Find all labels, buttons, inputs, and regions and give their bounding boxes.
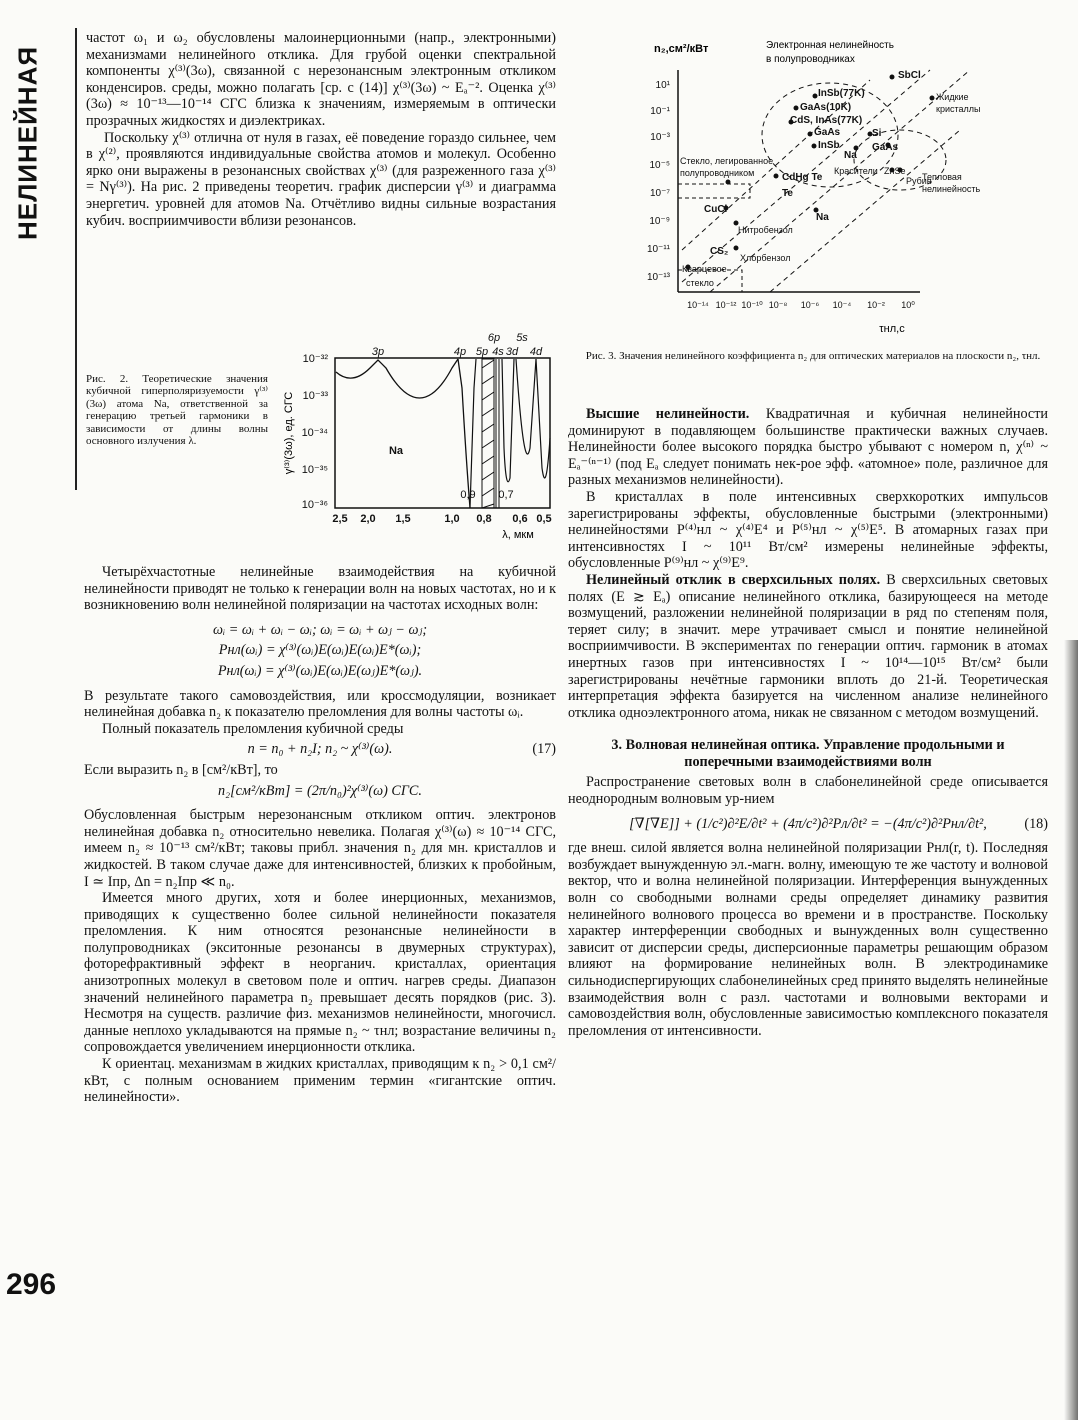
equation-number: (18) xyxy=(1024,815,1048,832)
point-label: CdS, InAs(77K) xyxy=(790,115,863,126)
formula-18 xyxy=(568,816,1048,833)
formula: Pнл(ωᵢ) = χ⁽³⁾(ωᵢ)E(ωᵢ)E(ωᵢ)E*(ωᵢ); xyxy=(218,642,422,659)
formula: ωᵢ = ωᵢ + ωᵢ − ωᵢ; ωᵢ = ωᵢ + ωⱼ − ωⱼ; xyxy=(212,621,428,638)
inner-label: 0,9 xyxy=(460,489,476,501)
paragraph: Четырёхчастотные нелинейные взаимодействия на кубичной нелинейности приводят не только к генерации волн на новых частотах, но и к возникновению волн нелинейной поляризации на частотах исходных волн: xyxy=(84,564,556,614)
run-in-heading: Высшие нелинейности. xyxy=(586,406,750,422)
figure-2-chart xyxy=(280,328,556,542)
point-label: Стекло, легированное xyxy=(680,156,774,166)
paragraph: Поскольку χ⁽³⁾ отлична от нуля в газах, её поведение гораздо сильнее, чем в χ⁽²⁾, проявляются индивидуальные свойства атомов и молекул. Особенно ярко они выражены в резонансных свойствах χ⁽³⁾ (для разреженного газа χ⁽³⁾ = Nγ⁽³⁾). На рис. 2 приведены теоретич. график дисперсии γ⁽³⁾ и диаграмма энергетич. уровней для атомов Na. Отчётливо видны сильные возрастания кубич. восприимчивости вблизи резонансов. xyxy=(86,129,556,229)
x-tick: 10⁻¹² xyxy=(715,300,737,310)
page-edge-shadow xyxy=(1064,640,1078,1420)
point-label: GaAs(10K) xyxy=(800,102,852,113)
y-tick: 10⁻³⁵ xyxy=(301,464,328,476)
point-label: CdHg Te xyxy=(782,172,823,183)
x-tick: 1,5 xyxy=(395,513,411,525)
paragraph: В кристаллах в поле интенсивных сверхкоротких импульсов зарегистрированы эффекты, обусловленные быстрыми (электронными) нелинейностями P⁽⁴⁾нл ~ χ⁽⁴⁾E⁴ и P⁽⁵⁾нл ~ χ⁽⁵⁾E⁵. В атомарных газах при интенсивностях I ~ 10¹¹ Вт/см² измерены нелинейные эффекты, обусловленные P⁽⁹⁾нл ~ χ⁽⁹⁾E⁹. xyxy=(568,488,1048,572)
figure-2-caption: Рис. 2. Теоретические значения кубичной гиперполяризуемости γ⁽³⁾(3ω) атома Na, ответственной за генерацию третьей гармоники в зависимости от длины волны основного излучения λ. xyxy=(86,373,268,448)
spine-title: НЕЛИНЕЙНАЯ xyxy=(12,45,43,241)
y-tick: 10⁻¹ xyxy=(650,106,670,117)
paragraph: Распространение световых волн в слабонелинейной среде описывается неоднородным волновым ур-нием xyxy=(568,774,1048,808)
left-column-top xyxy=(86,30,556,229)
level-label: 6p xyxy=(487,332,501,344)
formula-body: [∇[∇E]] + (1/c²)∂²E/∂t² + (4π/c²)∂²Pл/∂t² = −(4π/c²)∂²Pнл/∂t², xyxy=(629,815,987,832)
x-tick: 10⁻⁸ xyxy=(768,300,788,310)
level-label: 4d xyxy=(529,346,543,358)
point-label: Na xyxy=(844,150,857,161)
level-label: 3d xyxy=(505,346,519,358)
x-tick: 0,6 xyxy=(512,513,528,525)
inner-label: 0,7 xyxy=(498,489,514,501)
formula: n₂[см²/кВт] = (2π/n₀)²χ⁽³⁾(ω) СГС. xyxy=(218,782,422,799)
x-axis-label: τнл,с xyxy=(879,323,905,335)
paragraph: К ориентац. механизмам в жидких кристаллах, приводящим к n₂ > 0,1 см²/кВт, с полным основанием применим термин «гигантские оптич. нелинейности». xyxy=(84,1056,556,1106)
point-label: Красители xyxy=(834,166,878,176)
point-label: InSb xyxy=(818,140,840,151)
y-tick: 10⁻¹¹ xyxy=(646,244,670,255)
point-label: Кварцевое xyxy=(682,264,727,274)
y-tick: 10⁻⁵ xyxy=(649,160,670,171)
x-tick: 10⁻⁴ xyxy=(832,300,852,310)
y-tick: 10¹ xyxy=(655,80,670,91)
point-label: кристаллы xyxy=(936,104,981,114)
point-label: Тепловая xyxy=(922,172,962,182)
y-tick: 10⁻³³ xyxy=(302,390,328,402)
point-label: Na xyxy=(816,212,829,223)
x-tick: 10⁻¹⁰ xyxy=(741,300,763,310)
point-label: нелинейность xyxy=(922,184,981,194)
element-label: Na xyxy=(388,445,404,457)
x-tick: 1,0 xyxy=(444,513,460,525)
x-axis-label: λ, мкм xyxy=(502,529,534,541)
point-label: GaAs xyxy=(814,127,841,138)
x-tick: 10⁻² xyxy=(867,300,885,310)
paragraph: Если выразить n₂ в [см²/кВт], то xyxy=(84,761,278,778)
y-tick: 10⁻¹³ xyxy=(646,272,670,283)
paragraph: Полный показатель преломления кубичной среды xyxy=(102,720,404,737)
spine-heading xyxy=(8,28,48,258)
x-tick: 10⁻¹⁴ xyxy=(687,300,709,310)
x-tick: 10⁻⁶ xyxy=(800,300,820,310)
x-tick: 10⁰ xyxy=(901,300,915,310)
figure-3-chart xyxy=(630,30,1050,346)
y-tick: 10⁻⁷ xyxy=(649,188,670,199)
x-tick: 0,5 xyxy=(536,513,552,525)
point-label: CuCl xyxy=(704,204,728,215)
level-label: 5s xyxy=(516,332,528,344)
y-tick: 10⁻³⁶ xyxy=(301,499,328,511)
y-axis-label: n₂,см²/кВт xyxy=(654,43,709,55)
chart-title-line2: в полупроводниках xyxy=(766,54,855,65)
point-label: Жидкие xyxy=(936,92,969,102)
point-label: Хлорбензол xyxy=(740,253,791,263)
point-label: CS₂ xyxy=(710,246,729,257)
paragraph: Имеется много других, хотя и более инерционных, механизмов, приводящих к существенно более сильной нелинейности показателя преломления. К ним относятся резонансные нелинейности в полупроводниках (экситонные резонансы в двумерных структурах), фоторефрактивный эффект в неорганич. кристаллах, ориентация анизотропных молекул в световом поле и оптич. нагрев среды. Диапазон значений нелинейного параметра n₂ превышает десять порядков (рис. 3). Несмотря на существ. различие физ. механизмов нелинейности, многочисл. данные неплохо укладываются на прямые n₂ ~ τнл; возрастание величины n₂ сопровождается увеличением инерционности отклика. xyxy=(84,890,556,1056)
point-label: SbCl xyxy=(898,70,921,81)
level-label: 3p xyxy=(371,346,385,358)
point-label: Нитробензол xyxy=(738,225,793,235)
left-column-bottom xyxy=(84,564,556,1106)
run-in-heading: Нелинейный отклик в сверхсильных полях. xyxy=(586,571,881,588)
level-label: 5p xyxy=(475,346,489,358)
right-column xyxy=(568,406,1048,1039)
page-number: 296 xyxy=(6,1268,57,1301)
paragraph: где внеш. силой является волна нелинейной поляризации Pнл(r, t). Последняя возбуждает вынужденную эл.-магн. волну, имеющую те же частоту и волновой вектор, что и волна нелинейной поляризации. Интерференция вынужденных волн со свободными волнами среды определяет динамику развития нелинейного волнового процесса во времени и в пространстве. Поскольку характер интерференции свободных и вынужденных волн существенно зависит от дисперсии среды, дисперсионные параметры решающим образом влияют на формирование нелинейных волн. В электродинамике сильнодиспергирующих слабонелинейных сред принято выделять нелинейные взаимодействия волн с разл. частотами и волновыми векторами и самовоздействия волн, обусловленные зависимостью комплексного показателя преломления от интенсивности. xyxy=(568,840,1048,1039)
x-tick: 2,0 xyxy=(360,513,376,525)
y-tick: 10⁻⁹ xyxy=(649,216,670,227)
level-label: 4s xyxy=(492,346,504,358)
formula: Pнл(ωᵢ) = χ⁽³⁾(ωᵢ)E(ωᵢ)E(ωⱼ)E*(ωⱼ). xyxy=(217,662,423,679)
section-heading: 3. Волновая нелинейная оптика. Управление продольными и поперечными взаимодействиями волн xyxy=(611,737,1005,770)
point-label: InSb(77K) xyxy=(818,88,865,99)
formula-body: n = n₀ + n₂I; n₂ ~ χ⁽³⁾(ω). xyxy=(247,741,393,758)
equation-number: (17) xyxy=(532,741,556,758)
y-tick: 10⁻³ xyxy=(650,132,670,143)
chart-title-line1: Электронная нелинейность xyxy=(766,40,894,51)
paragraph: Обусловленная быстрым нерезонансным откликом оптич. электронов нелинейная добавка n₂ относительно невелика. Полагая χ⁽³⁾(ω) ≈ 10⁻¹⁴ СГС, имеем n₂ ≈ 10⁻¹³ см²/кВт; таковы прибл. значения n₂ для мн. кристаллов и жидкостей. В таком случае даже для интенсивностей, близких к пробойным, I ≃ Iпр, Δn = n₂Iпр ≪ n₀. xyxy=(84,807,556,890)
point-label: полупроводником xyxy=(680,168,755,178)
margin-rule xyxy=(75,28,77,490)
y-tick: 10⁻³⁴ xyxy=(301,427,328,439)
point-label: GaAs xyxy=(872,142,899,153)
y-tick: 10⁻³² xyxy=(302,353,328,365)
x-tick: 2,5 xyxy=(332,513,348,525)
point-label: Te xyxy=(782,188,793,199)
figure-3-caption: Рис. 3. Значения нелинейного коэффициента n₂ для оптических материалов на плоскости n₂, τнл. xyxy=(585,350,1041,362)
point-label: Si xyxy=(872,128,882,139)
x-tick: 0,8 xyxy=(476,513,492,525)
point-label: ZnSe xyxy=(884,166,906,176)
y-axis-label: γ⁽³⁾(3ω), ед. СГС xyxy=(283,391,295,475)
level-label: 4p xyxy=(453,346,467,358)
paragraph: В результате такого самовоздействия, или кроссмодуляции, возникает нелинейная добавка n₂ к показателю преломления для волны частоты ωᵢ. xyxy=(84,687,556,721)
point-label: стекло xyxy=(686,278,714,288)
formula-17 xyxy=(84,741,556,758)
paragraph: частот ω₁ и ω₂ обусловлены малоинерционными (напр., электронными) механизмами нелинейного отклика. Для грубой оценки спектральной компоненты χ⁽³⁾(3ω), связанной с нерезонансным электронным откликом конденсиров. среды, можно полагать [ср. с (14)] χ⁽³⁾(3ω) ~ Eₐ⁻². Оценка χ⁽³⁾(3ω) ≈ 10⁻¹³—10⁻¹⁴ СГС близка к значениям, измеряемым в оптически прозрачных жидкостях и диэлектриках. xyxy=(86,30,556,129)
point-label: Рубин xyxy=(906,176,932,186)
paragraph: В сверхсильных световых полях (E ≳ Eₐ) описание нелинейного отклика, базирующееся на методе возмущений, разложении нелинейной поляризации в ряд по степеням поля, теряет силу; в значит. мере утрачивает смысл и понятие нелинейной восприимчивости. В экспериментах по генерации оптич. гармоник в атомах инертных газов при интенсивностях I ~ 10¹⁴—10¹⁵ Вт/см² были зарегистрированы нечётные гармоники вплоть до 21-й. Теоретическая интерпретация эффекта базируется на численном анализе нелинейного отклика одноэлектронного атома, никак не связанном с методом возмущений. xyxy=(568,571,1048,721)
paragraph: Квадратичная и кубичная нелинейности доминируют в подавляющем большинстве практически важных случаев. Нелинейности более высокого порядка быстро убывают с номером n, χ⁽ⁿ⁾ ~ Eₐ⁻⁽ⁿ⁻¹⁾ (под Eₐ следует понимать нек-рое эфф. «атомное» поле, различное для разных механизмов нелинейности). xyxy=(568,406,1049,489)
